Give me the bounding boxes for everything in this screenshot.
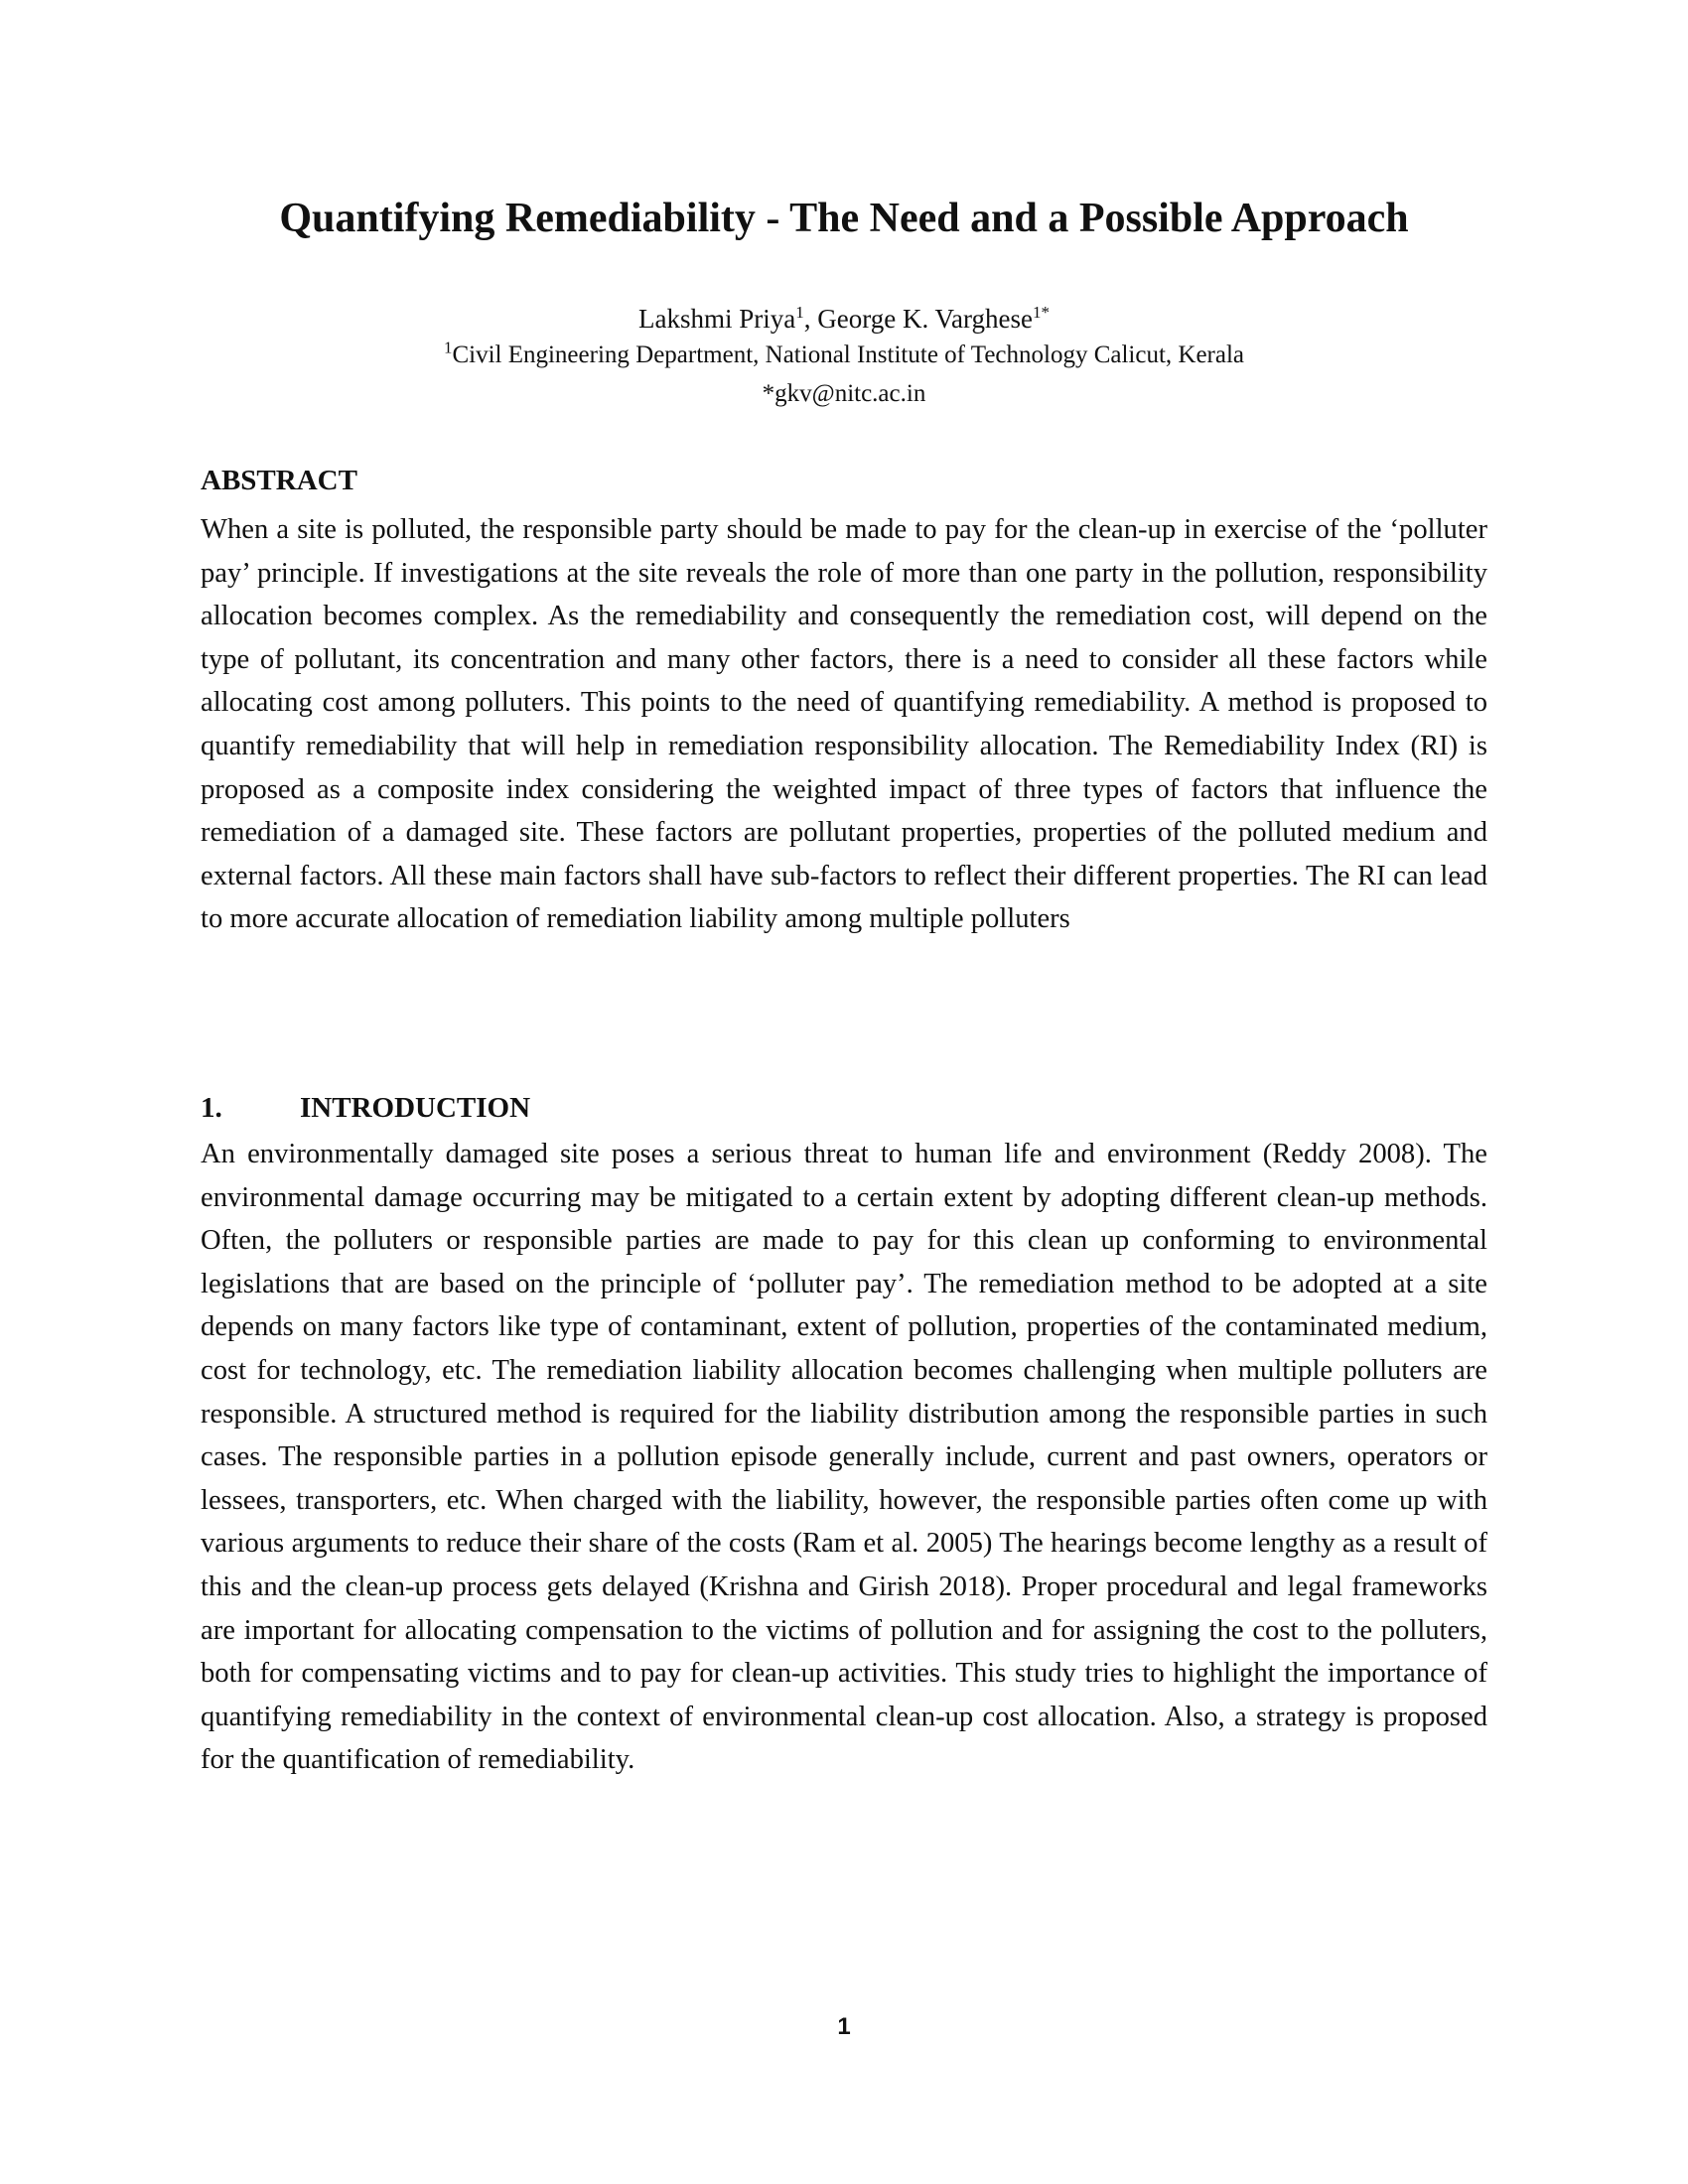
author-name: Lakshmi Priya xyxy=(638,304,796,334)
author-line xyxy=(0,301,1688,337)
page-number: 1 xyxy=(837,2013,851,2040)
section-title: INTRODUCTION xyxy=(300,1092,531,1124)
abstract-paragraph: When a site is polluted, the responsible party should be made to pay for the clean-up in exercise of the ‘polluter pay’ principle. If investigations at the site reveals the role of more than one party in the pollution, responsibility allocation becomes complex. As the remediability and consequently the remediation cost, will depend on the type of pollutant, its concentration and many other factors, there is a need to consider all these factors while allocating cost among polluters. This points to the need of quantifying remediability. A method is proposed to quantify remediability that will help in remediation responsibility allocation. The Remediability Index (RI) is proposed as a composite index considering the weighted impact of three types of factors that influence the remediation of a damaged site. These factors are pollutant properties, properties of the polluted medium and external factors. All these main factors shall have sub-factors to reflect their different properties. The RI can lead to more accurate allocation of remediation liability among multiple polluters xyxy=(201,514,1487,935)
affiliation-text: Civil Engineering Department, National Institute of Technology Calicut, Kerala xyxy=(452,341,1245,368)
paper-title: Quantifying Remediability - The Need and a Possible Approach xyxy=(279,196,1409,241)
corresponding-email: *gkv@nitc.ac.in xyxy=(762,380,926,407)
author-affiliation-marker: 1 xyxy=(795,303,804,322)
author-name: George K. Varghese xyxy=(817,304,1033,334)
section-number: 1. xyxy=(201,1092,222,1124)
author-separator: , xyxy=(803,304,818,334)
abstract-heading: ABSTRACT xyxy=(201,465,357,496)
affiliation-marker: 1 xyxy=(443,338,453,357)
affiliation-line xyxy=(0,339,1688,372)
introduction-heading xyxy=(201,1092,530,1125)
introduction-paragraph: An environmentally damaged site poses a serious threat to human life and environment (Reddy 2008). The environmental damage occurring may be mitigated to a certain extent by adopting different clean-up methods. Often, the polluters or responsible parties are made to pay for this clean up conforming to environmental legislations that are based on the principle of ‘polluter pay’. The remediation method to be adopted at a site depends on many factors like type of contaminant, extent of pollution, properties of the contaminated medium, cost for technology, etc. The remediation liability allocation becomes challenging when multiple polluters are responsible. A structured method is required for the liability distribution among the responsible parties in such cases. The responsible parties in a pollution episode generally include, current and past owners, operators or lessees, transporters, etc. When charged with the liability, however, the responsible parties often come up with various arguments to reduce their share of the costs (Ram et al. 2005) The hearings become lengthy as a result of this and the clean-up process gets delayed (Krishna and Girish 2018). Proper procedural and legal frameworks are important for allocating compensation to the victims of pollution and for assigning the cost to the polluters, both for compensating victims and to pay for clean-up activities. This study tries to highlight the importance of quantifying remediability in the context of environmental clean-up cost allocation. Also, a strategy is proposed for the quantification of remediability. xyxy=(201,1139,1487,1776)
author-affiliation-marker: 1* xyxy=(1032,303,1050,322)
